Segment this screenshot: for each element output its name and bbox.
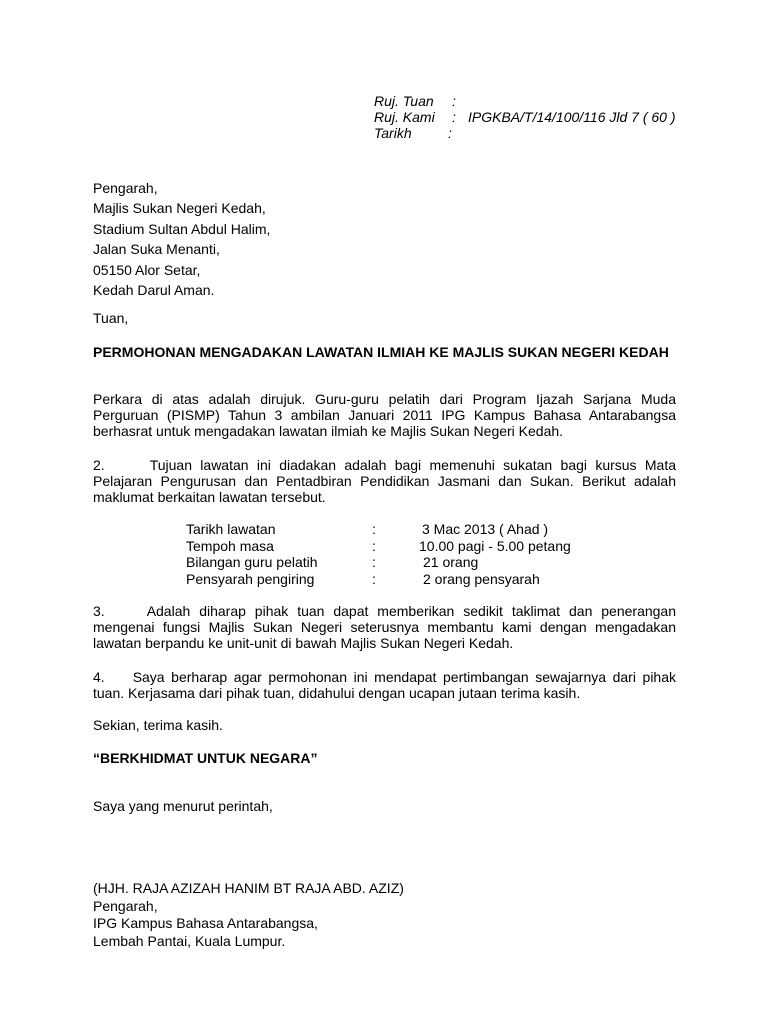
detail-colon: : (372, 570, 376, 587)
ref-tarikh (374, 125, 464, 141)
detail-value: 21 orang (423, 554, 479, 570)
motto: “BERKHIDMAT UNTUK NEGARA” (93, 750, 318, 766)
detail-key: Pensyarah pengiring (186, 570, 315, 587)
ref-ruj-tuan (374, 93, 468, 109)
address-line: Majlis Sukan Negeri Kedah, (93, 200, 266, 217)
closing-line: Sekian, terima kasih. (93, 717, 223, 733)
detail-value: 2 orang pensyarah (423, 570, 540, 587)
detail-key: Tempoh masa (186, 537, 274, 554)
ruj-kami-value: IPGKBA/T/14/100/116 Jld 7 ( 60 ) (468, 109, 676, 125)
paragraph-2-number: 2. (93, 457, 105, 473)
ruj-kami-label: Ruj. Kami (374, 109, 435, 125)
subject-heading: PERMOHONAN MENGADAKAN LAWATAN ILMIAH KE MAJLIS SUKAN NEGERI KEDAH (93, 344, 669, 360)
ref-ruj-kami (374, 109, 676, 125)
paragraph-4 (93, 669, 676, 701)
signatory-line: Lembah Pantai, Kuala Lumpur. (93, 932, 286, 949)
address-line: Jalan Suka Menanti, (93, 241, 220, 258)
paragraph-3 (93, 603, 676, 651)
salutation: Tuan, (93, 310, 129, 326)
signatory-name: (HJH. RAJA AZIZAH HANIM BT RAJA ABD. AZIZ) (93, 880, 404, 896)
detail-value: 10.00 pagi - 5.00 petang (419, 537, 571, 554)
tarikh-colon: : (448, 125, 452, 141)
detail-colon: : (372, 554, 376, 570)
ruj-tuan-colon: : (452, 93, 456, 109)
recipient-address (93, 178, 270, 300)
ruj-kami-colon: : (452, 109, 456, 125)
tarikh-label: Tarikh (374, 125, 412, 141)
paragraph-2 (93, 457, 676, 505)
address-line: Pengarah, (93, 180, 158, 196)
ruj-tuan-label: Ruj. Tuan (374, 93, 434, 109)
address-line: Kedah Darul Aman. (93, 282, 215, 299)
detail-value: 3 Mac 2013 ( Ahad ) (422, 521, 549, 537)
detail-colon: : (372, 521, 376, 537)
paragraph-4-text: Saya berharap agar permohonan ini mendapat pertimbangan sewajarnya dari pihak tuan. Kerjasama dari pihak tuan, didahului dengan ucapan jutaan terima kasih. (93, 669, 676, 701)
signatory-line: IPG Kampus Bahasa Antarabangsa, (93, 915, 318, 931)
paragraph-3-text: Adalah diharap pihak tuan dapat memberikan sedikit taklimat dan penerangan mengenai fungsi Majlis Sukan Negeri seterusnya membantu kami dengan mengadakan lawatan berpandu ke unit-unit di bawah Majlis Sukan Negeri Kedah. (93, 603, 676, 651)
paragraph-2-text: Tujuan lawatan ini diadakan adalah bagi memenuhi sukatan bagi kursus Mata Pelajaran Pengurusan dan Pentadbiran Pendidikan Jasmani dan Sukan. Berikut adalah maklumat berkaitan lawatan tersebut. (93, 457, 676, 505)
detail-key: Tarikh lawatan (186, 521, 276, 537)
detail-key: Bilangan guru pelatih (186, 554, 318, 570)
paragraph-4-number: 4. (93, 669, 105, 685)
paragraph-3-number: 3. (93, 603, 105, 619)
address-line: Stadium Sultan Abdul Halim, (93, 220, 271, 237)
detail-colon: : (372, 537, 376, 554)
signatory-block (93, 880, 404, 950)
signatory-line: Pengarah, (93, 897, 158, 914)
paragraph-1: Perkara di atas adalah dirujuk. Guru-guru pelatih dari Program Ijazah Sarjana Muda Perguruan (PISMP) Tahun 3 ambilan Januari 2011 IPG Kampus Bahasa Antarabangsa berhasrat untuk mengadakan lawatan ilmiah ke Majlis Sukan Negeri Kedah. (93, 391, 676, 439)
sign-off: Saya yang menurut perintah, (93, 798, 273, 814)
address-line: 05150 Alor Setar, (93, 261, 201, 278)
